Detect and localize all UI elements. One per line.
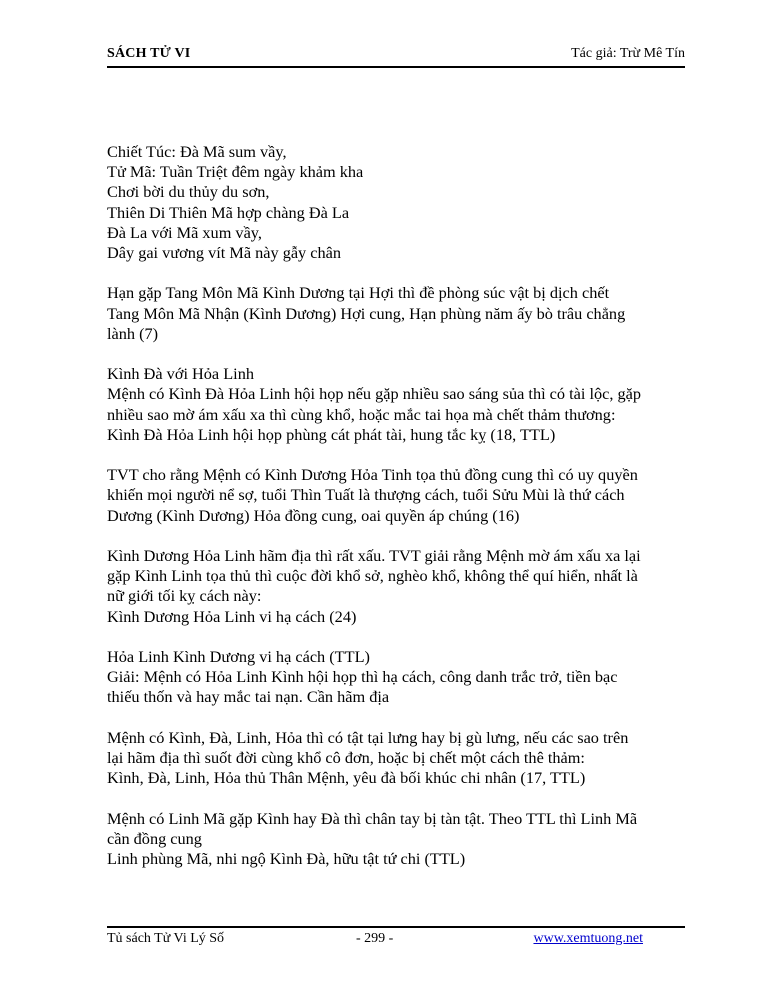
text-line: Hạn gặp Tang Môn Mã Kình Dương tại Hợi thì đề phòng súc vật bị dịch chết — [107, 283, 610, 303]
text-line: Dây gai vương vít Mã này gẫy chân — [107, 243, 342, 263]
text-line: nhiều sao mờ ám xấu xa thì cùng khổ, hoặc mắc tai họa mà chết thảm thương: — [107, 404, 616, 424]
book-title: SÁCH TỬ VI — [107, 46, 191, 61]
text-line: Kình, Đà, Linh, Hỏa thủ Thân Mệnh, yêu đà bối khúc chi nhân (17, TTL) — [107, 768, 586, 788]
text-line: Mệnh có Linh Mã gặp Kình hay Đà thì chân tay bị tàn tật. Theo TTL thì Linh Mã — [107, 808, 638, 828]
author-label: Tác giả: Trừ Mê Tín — [571, 46, 685, 61]
text-line: Chơi bời du thủy du sơn, — [107, 182, 270, 202]
text-line: Tang Môn Mã Nhận (Kình Dương) Hợi cung, Hạn phùng năm ấy bò trâu chẳng — [107, 303, 626, 323]
text-line: Giải: Mệnh có Hỏa Linh Kình hội họp thì hạ cách, công danh trắc trở, tiền bạc — [107, 667, 618, 687]
text-line: gặp Kình Linh tọa thủ thì cuộc đời khổ sở, nghèo khổ, không thể quí hiển, nhất là — [107, 566, 638, 586]
text-line: khiến mọi người nể sợ, tuổi Thìn Tuất là thượng cách, tuổi Sửu Mùi là thứ cách — [107, 485, 625, 505]
text-line: thiếu thốn và hay mắc tai nạn. Cần hãm địa — [107, 687, 390, 707]
page-number: - 299 - — [356, 931, 394, 946]
paragraph — [107, 364, 692, 445]
text-line: lành (7) — [107, 323, 159, 343]
paragraph — [107, 728, 692, 789]
text-line: Đà La với Mã xum vầy, — [107, 222, 262, 242]
page-footer — [107, 926, 685, 952]
text-line: Thiên Di Thiên Mã hợp chàng Đà La — [107, 202, 350, 222]
paragraph — [107, 283, 692, 344]
text-line: Dương (Kình Dương) Hỏa đồng cung, oai quyền áp chúng (16) — [107, 505, 520, 525]
text-line: Kình Đà Hỏa Linh hội họp phùng cát phát tài, hung tắc kỵ (18, TTL) — [107, 424, 556, 444]
text-line: Kình Đà với Hỏa Linh — [107, 364, 254, 384]
website-link[interactable]: www.xemtuong.net — [533, 931, 643, 946]
text-line: Chiết Túc: Đà Mã sum vầy, — [107, 142, 287, 161]
series-title: Tủ sách Tử Vi Lý Số — [107, 931, 225, 946]
paragraph — [107, 142, 692, 263]
paragraph — [107, 809, 692, 870]
text-line: nữ giới tối kỵ cách này: — [107, 586, 262, 606]
paragraph — [107, 465, 692, 526]
paragraph — [107, 546, 692, 627]
text-line: Linh phùng Mã, nhi ngộ Kình Đà, hữu tật tứ chi (TTL) — [107, 849, 466, 868]
text-line: Mệnh có Kình Đà Hỏa Linh hội họp nếu gặp nhiều sao sáng sủa thì có tài lộc, gặp — [107, 384, 641, 404]
text-line: Tử Mã: Tuần Triệt đêm ngày khảm kha — [107, 162, 364, 182]
document-body — [107, 142, 692, 889]
text-line: Kình Dương Hỏa Linh vi hạ cách (24) — [107, 606, 357, 626]
text-line: lại hãm địa thì suốt đời cùng khổ cô đơn, hoặc bị chết một cách thê thảm: — [107, 748, 585, 767]
text-line: TVT cho rằng Mệnh có Kình Dương Hỏa Tinh tọa thủ đồng cung thì có uy quyền — [107, 465, 638, 485]
text-line: Hỏa Linh Kình Dương vi hạ cách (TTL) — [107, 647, 370, 666]
text-line: Mệnh có Kình, Đà, Linh, Hỏa thì có tật tại lưng hay bị gù lưng, nếu các sao trên — [107, 727, 629, 747]
text-line: cần đồng cung — [107, 828, 202, 848]
paragraph — [107, 647, 692, 708]
text-line: Kình Dương Hỏa Linh hãm địa thì rất xấu. TVT giải rằng Mệnh mờ ám xấu xa lại — [107, 546, 641, 565]
page-header — [107, 44, 685, 68]
